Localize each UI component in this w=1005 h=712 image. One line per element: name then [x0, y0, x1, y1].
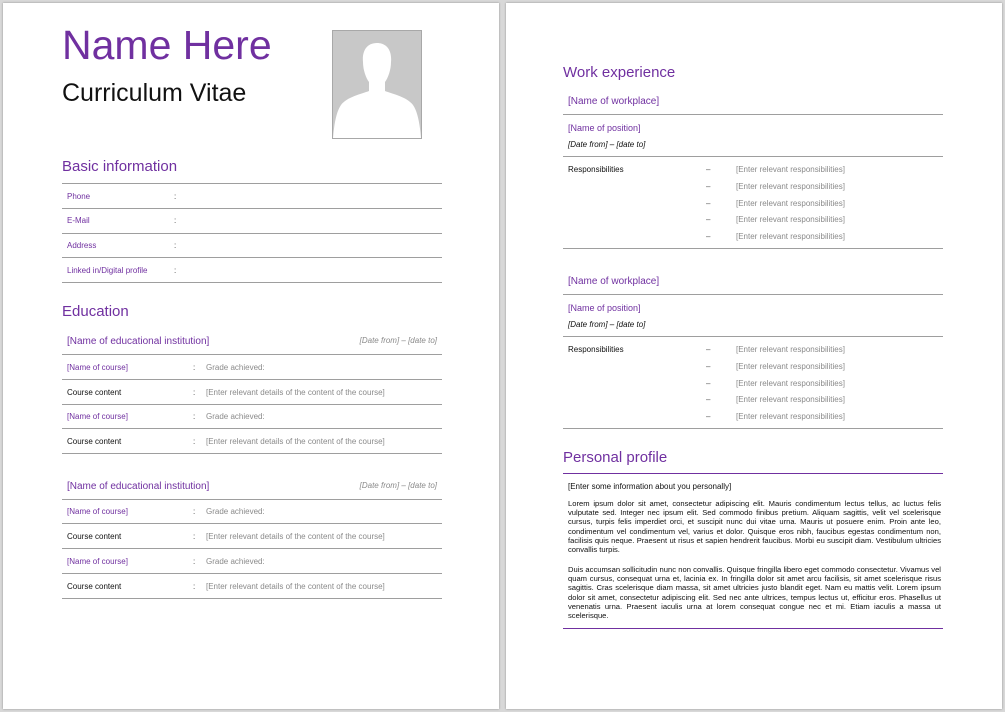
email-colon: : [174, 216, 177, 225]
divider [62, 282, 442, 283]
grade-achieved: Grade achieved: [206, 557, 265, 566]
profile-photo-placeholder [332, 30, 422, 139]
grade-achieved: Grade achieved: [206, 507, 265, 516]
grade-achieved: Grade achieved: [206, 412, 265, 421]
responsibilities-label: Responsibilities [568, 165, 624, 174]
responsibility-item: [Enter relevant responsibilities] [736, 395, 845, 404]
divider [62, 183, 442, 184]
course-content-label: Course content [67, 582, 122, 591]
divider [62, 257, 442, 258]
document-title: Curriculum Vitae [62, 79, 247, 107]
workplace-name: [Name of workplace] [568, 276, 660, 287]
profile-intro: [Enter some information about you personally] [568, 482, 732, 491]
divider [563, 294, 943, 295]
responsibility-item: [Enter relevant responsibilities] [736, 345, 845, 354]
divider [62, 573, 442, 574]
divider [62, 428, 442, 429]
divider [62, 354, 442, 355]
colon: : [193, 532, 196, 541]
divider [563, 473, 943, 474]
responsibility-item: [Enter relevant responsibilities] [736, 362, 845, 371]
responsibility-item: [Enter relevant responsibilities] [736, 165, 845, 174]
responsibilities-label: Responsibilities [568, 345, 624, 354]
colon: : [193, 557, 196, 566]
grade-achieved: Grade achieved: [206, 363, 265, 372]
divider [62, 499, 442, 500]
divider [563, 336, 943, 337]
divider [563, 156, 943, 157]
personal-profile-heading: Personal profile [563, 449, 668, 466]
divider [62, 598, 442, 599]
basic-info-heading: Basic information [62, 158, 178, 175]
address-label: Address [67, 241, 97, 250]
email-label: E-Mail [67, 216, 90, 225]
divider [62, 548, 442, 549]
bullet-dash: – [706, 345, 711, 354]
profile-paragraph-1: Lorem ipsum dolor sit amet, consectetur adipiscing elit. Mauris condimentum lectus tellus, ac luctus felis vulputate sed. Integer nec ipsum elit. Sed commodo finibus pretium. Aliquam sagittis, velit vel scelerisque cursus, turpis felis imperdiet orci, et suscipit nunc dui vitae urna. Mauris ut posuere enim. Proin ante leo, condimentum vel condimentum vel, varius et dolor. Quisque eros nibh, faucibus egestas condimentum non, facilisis quis neque. Praesent ut risus et sapien hendrerit faucibus. Morbi eu suscipit diam. Vestibulum ultricies convallis turpis. [568, 499, 941, 555]
institution-name: [Name of educational institution] [67, 336, 210, 347]
responsibility-item: [Enter relevant responsibilities] [736, 182, 845, 191]
address-colon: : [174, 241, 177, 250]
course-name: [Name of course] [67, 412, 128, 421]
colon: : [193, 412, 196, 421]
bullet-dash: – [706, 412, 711, 421]
bullet-dash: – [706, 182, 711, 191]
cv-page-1 [3, 3, 499, 709]
bullet-dash: – [706, 379, 711, 388]
divider [62, 208, 442, 209]
person-silhouette-icon [333, 31, 421, 138]
work-experience-heading: Work experience [563, 64, 676, 81]
course-content-label: Course content [67, 388, 122, 397]
bullet-dash: – [706, 165, 711, 174]
divider [62, 233, 442, 234]
institution-dates: [Date from] – [date to] [359, 481, 437, 490]
bullet-dash: – [706, 215, 711, 224]
bullet-dash: – [706, 362, 711, 371]
colon: : [193, 437, 196, 446]
colon: : [193, 388, 196, 397]
position-name: [Name of position] [568, 123, 641, 133]
divider [563, 628, 943, 629]
course-content-value: [Enter relevant details of the content of the course] [206, 532, 385, 541]
workplace-name: [Name of workplace] [568, 96, 660, 107]
work-dates: [Date from] – [date to] [568, 320, 646, 329]
colon: : [193, 582, 196, 591]
course-name: [Name of course] [67, 363, 128, 372]
candidate-name: Name Here [62, 22, 272, 68]
divider [563, 248, 943, 249]
institution-dates: [Date from] – [date to] [359, 336, 437, 345]
divider [563, 114, 943, 115]
course-content-value: [Enter relevant details of the content of the course] [206, 388, 385, 397]
divider [563, 428, 943, 429]
course-content-value: [Enter relevant details of the content of the course] [206, 437, 385, 446]
responsibility-item: [Enter relevant responsibilities] [736, 232, 845, 241]
bullet-dash: – [706, 199, 711, 208]
responsibility-item: [Enter relevant responsibilities] [736, 379, 845, 388]
course-content-label: Course content [67, 437, 122, 446]
position-name: [Name of position] [568, 303, 641, 313]
divider [62, 453, 442, 454]
institution-name: [Name of educational institution] [67, 481, 210, 492]
responsibility-item: [Enter relevant responsibilities] [736, 199, 845, 208]
colon: : [193, 507, 196, 516]
responsibility-item: [Enter relevant responsibilities] [736, 412, 845, 421]
work-dates: [Date from] – [date to] [568, 140, 646, 149]
linkedin-colon: : [174, 266, 177, 275]
phone-colon: : [174, 192, 177, 201]
profile-paragraph-2: Duis accumsan sollicitudin nunc non convallis. Quisque fringilla libero eget commodo consectetur. Vivamus vel quam cursus, consequat urna et, lacinia ex. In fringilla dolor sit amet arcu facilisis, sit amet scelerisque risus sagittis. Cras scelerisque diam massa, sit amet ultricies justo blandit eget. Nam eu mattis velit. Lorem ipsum dolor sit amet, consectetur adipiscing elit. Sed nec ante ultrices, tempus lectus ut, efficitur eros. Phasellus ut venenatis urna. Praesent iaculis urna at lorem consequat congue nec et mi. Etiam iaculis a massa ut scelerisque. [568, 565, 941, 621]
bullet-dash: – [706, 395, 711, 404]
responsibility-item: [Enter relevant responsibilities] [736, 215, 845, 224]
divider [62, 379, 442, 380]
bullet-dash: – [706, 232, 711, 241]
divider [62, 523, 442, 524]
course-content-value: [Enter relevant details of the content of the course] [206, 582, 385, 591]
education-heading: Education [62, 303, 129, 320]
divider [62, 404, 442, 405]
course-name: [Name of course] [67, 557, 128, 566]
course-content-label: Course content [67, 532, 122, 541]
course-name: [Name of course] [67, 507, 128, 516]
colon: : [193, 363, 196, 372]
linkedin-label: Linked in/Digital profile [67, 266, 148, 275]
phone-label: Phone [67, 192, 91, 201]
cv-page-2 [506, 3, 1002, 709]
